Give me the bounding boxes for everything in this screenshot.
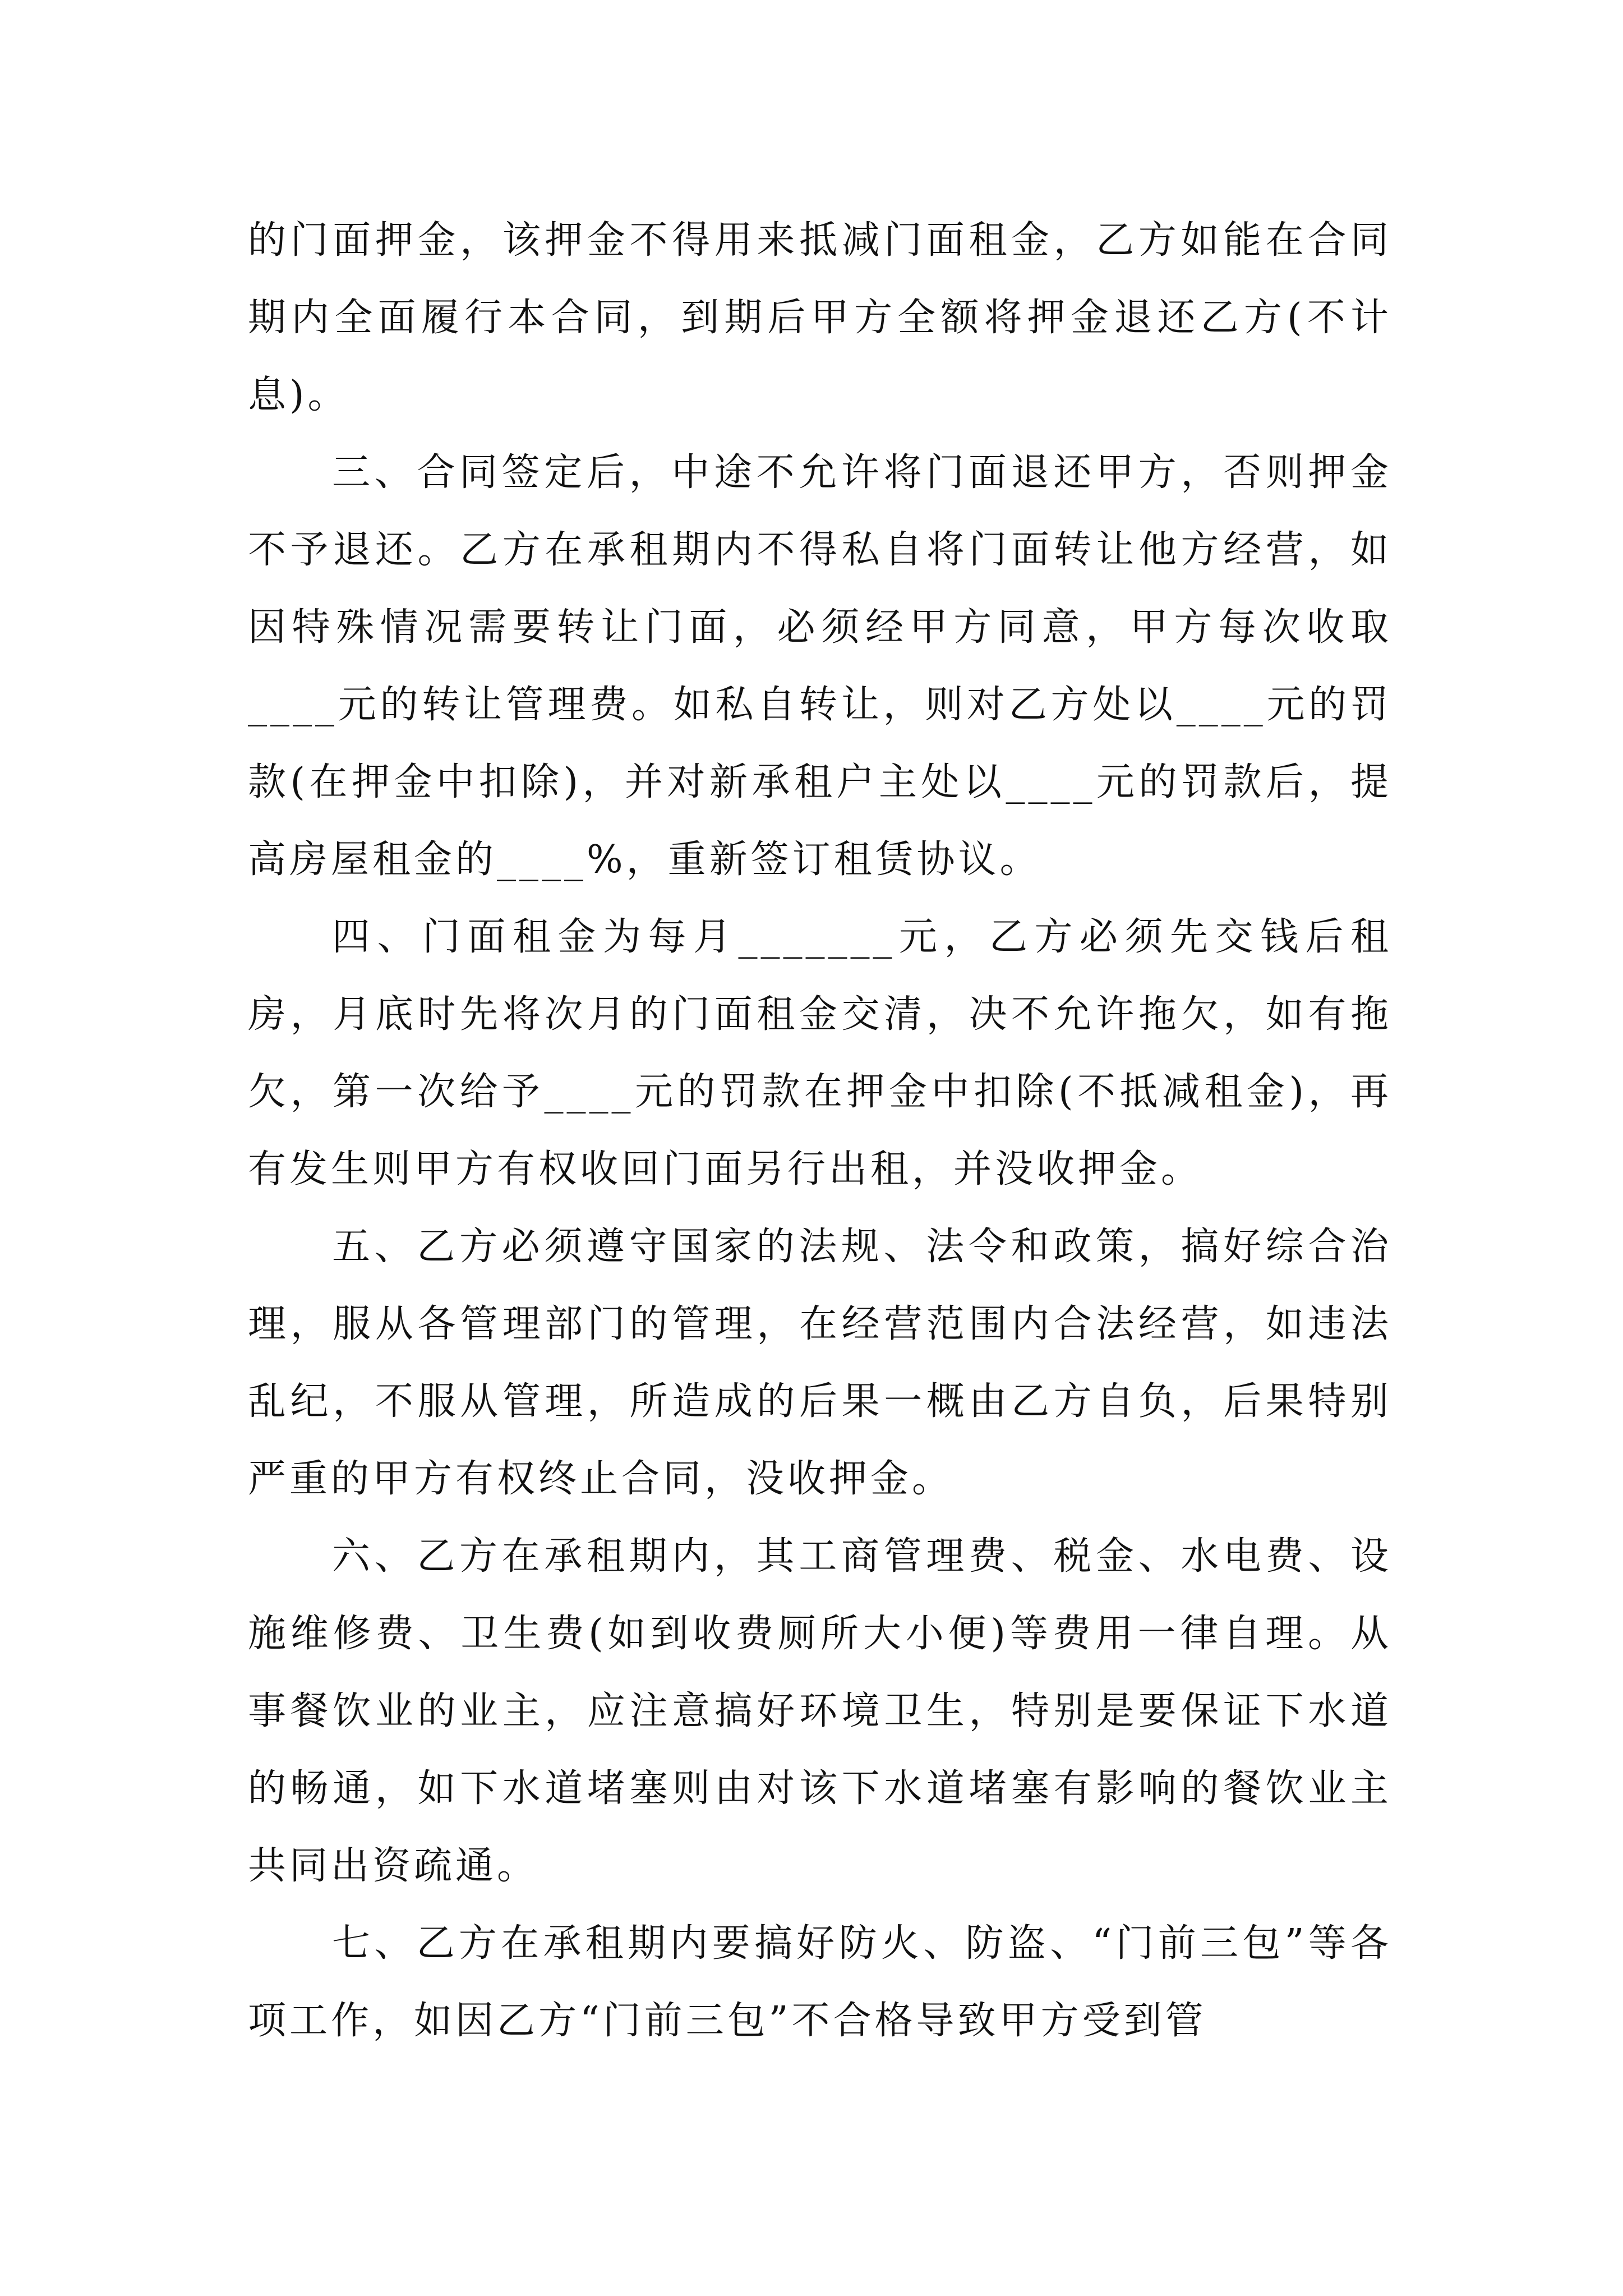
paragraph-clause-5: 五、乙方必须遵守国家的法规、法令和政策，搞好综合治理，服从各管理部门的管理，在经营范围内合法经营，如违法乱纪，不服从管理，所造成的后果一概由乙方自负，后果特别严重的甲方有权终止合同，没收押金。 — [248, 1225, 1392, 1501]
paragraph-clause-4: 四、门面租金为每月_______元，乙方必须先交钱后租房，月底时先将次月的门面租金交清，决不允许拖欠，如有拖欠，第一次给予____元的罚款在押金中扣除(不抵减租金)，再有发生则甲方有权收回门面另行出租，并没收押金。 — [248, 915, 1392, 1191]
paragraph-clause-3: 三、合同签定后，中途不允许将门面退还甲方，否则押金不予退还。乙方在承租期内不得私自将门面转让他方经营，如因特殊情况需要转让门面，必须经甲方同意，甲方每次收取____元的转让管理费。如私自转让，则对乙方处以____元的罚款(在押金中扣除)，并对新承租户主处以____元的罚款后，提高房屋租金的____%，重新签订租赁协议。 — [248, 450, 1392, 882]
paragraph-deposit-continued: 的门面押金，该押金不得用来抵减门面租金，乙方如能在合同期内全面履行本合同，到期后甲方全额将押金退还乙方(不计息)。 — [248, 218, 1392, 417]
paragraph-clause-6: 六、乙方在承租期内，其工商管理费、税金、水电费、设施维修费、卫生费(如到收费厕所大小便)等费用一律自理。从事餐饮业的业主，应注意搞好环境卫生，特别是要保证下水道的畅通，如下水道堵塞则由对该下水道堵塞有影响的餐饮业主共同出资疏通。 — [248, 1534, 1392, 1888]
paragraph-clause-7: 七、乙方在承租期内要搞好防火、防盗、“门前三包”等各项工作，如因乙方“门前三包”不合格导致甲方受到管 — [248, 1921, 1392, 2043]
document-page — [248, 202, 1392, 2060]
